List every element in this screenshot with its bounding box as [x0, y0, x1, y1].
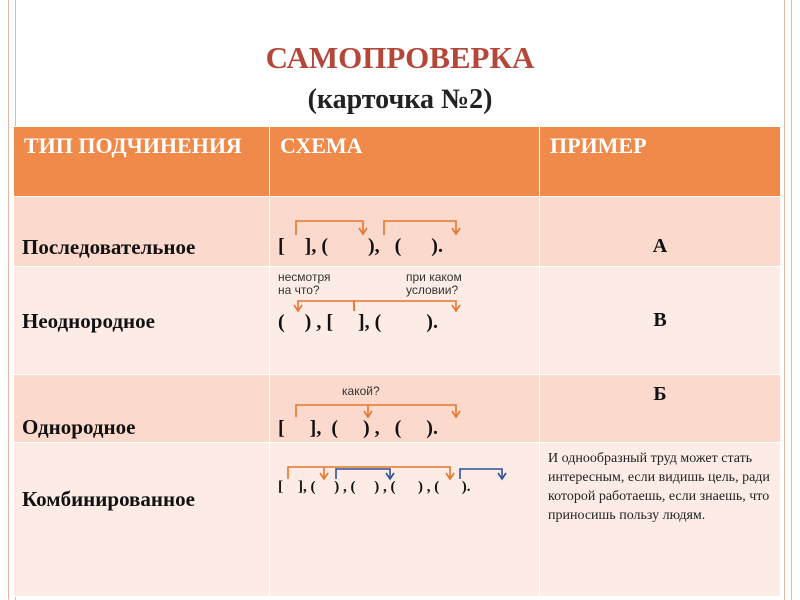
- example-letter: Б: [653, 383, 667, 405]
- example-letter: А: [652, 235, 668, 257]
- scheme-formula: [ ], ( ) , ( ) , ( ) , ( ).: [278, 479, 471, 495]
- header-example: ПРИМЕР: [540, 127, 781, 197]
- example-sentence: И однообразный труд может стать интересным, если видишь цель, ради которой работаешь, если знаешь, что приносишь пользу людям.: [548, 451, 770, 523]
- scheme-cell: [270, 197, 540, 267]
- type-cell: [14, 375, 270, 443]
- type-label: Комбинированное: [22, 487, 195, 511]
- question-label: несмотря на что?: [278, 270, 331, 297]
- type-label: Неоднородное: [22, 309, 155, 333]
- example-cell: [540, 375, 781, 443]
- scheme-formula: [ ], ( ), ( ).: [278, 235, 443, 257]
- table-row: [14, 443, 781, 597]
- page-title: САМОПРОВЕРКА: [265, 40, 535, 75]
- table-row: [14, 267, 781, 375]
- table-row: [14, 375, 781, 443]
- subordination-table: [13, 126, 781, 597]
- scheme-arrows: [270, 443, 540, 597]
- scheme-cell: [270, 375, 540, 443]
- type-cell: [14, 267, 270, 375]
- type-cell: [14, 197, 270, 267]
- type-label: Последовательное: [22, 235, 196, 259]
- scheme-formula: ( ) , [ ], ( ).: [278, 311, 438, 333]
- scheme-cell: [270, 267, 540, 375]
- header-type: ТИП ПОДЧИНЕНИЯ: [14, 127, 270, 197]
- question-label: какой?: [342, 384, 380, 398]
- scheme-cell: [270, 443, 540, 597]
- example-letter: В: [653, 309, 667, 331]
- example-cell: [540, 443, 781, 597]
- question-label: при каком условии?: [406, 270, 462, 297]
- scheme-formula: [ ], ( ) , ( ).: [278, 417, 438, 439]
- table-row: [14, 197, 781, 267]
- type-label: Однородное: [22, 415, 136, 439]
- example-cell: [540, 197, 781, 267]
- header-scheme: СХЕМА: [270, 127, 540, 197]
- page-subtitle: (карточка №2): [307, 84, 493, 115]
- type-cell: [14, 443, 270, 597]
- example-cell: [540, 267, 781, 375]
- table-header-row: [14, 127, 781, 197]
